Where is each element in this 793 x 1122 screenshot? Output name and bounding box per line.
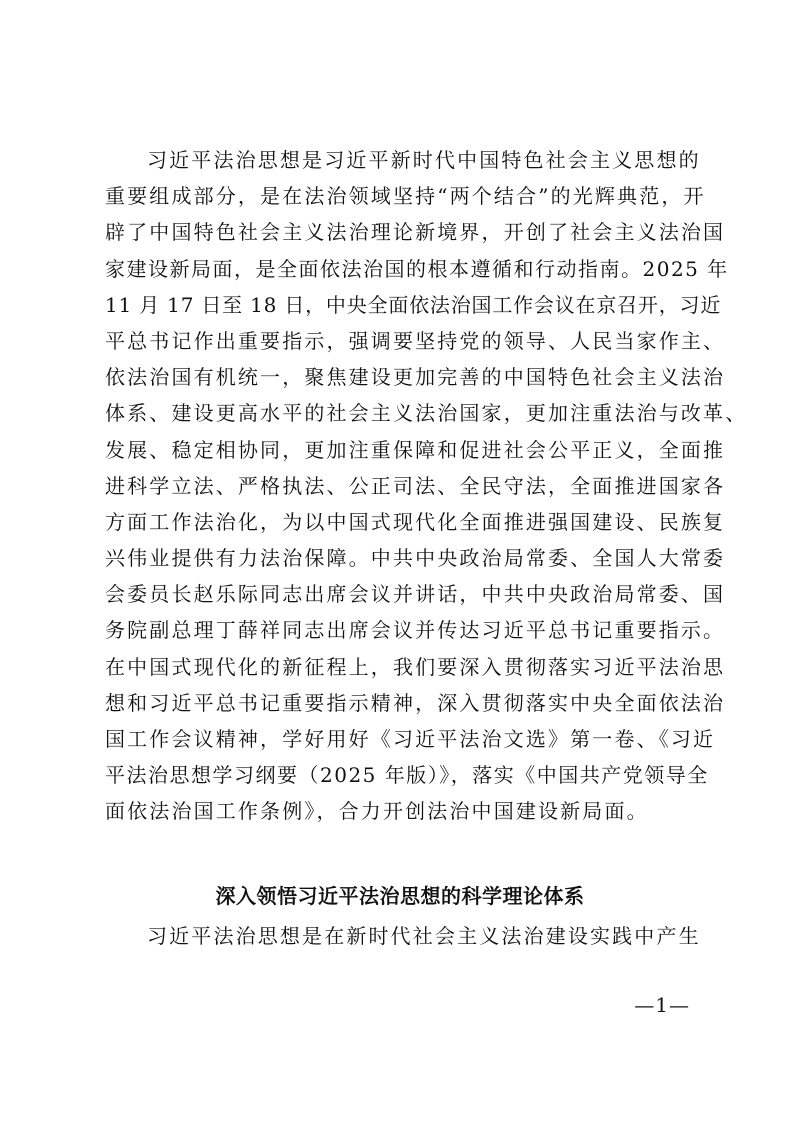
paragraph-line: 发展、稳定相协同，更加注重保障和促进社会公平正义，全面推 — [105, 437, 726, 462]
paragraph-line: 面依法治国工作条例》，合力开创法治中国建设新局面。 — [105, 799, 649, 824]
paragraph-line: 会委员长赵乐际同志出席会议并讲话，中共中央政治局常委、国 — [105, 582, 726, 607]
page-number: —1— — [634, 993, 690, 1017]
paragraph-line: 想和习近平总书记重要指示精神，深入贯彻落实中央全面依法治 — [105, 690, 726, 715]
paragraph-line: 重要组成部分，是在法治领域坚持“两个结合”的光辉典范，开 — [105, 184, 706, 209]
paragraph-line: 家建设新局面，是全面依法治国的根本遵循和行动指南。2025 年 — [105, 256, 729, 281]
paragraph-line: 习近平法治思想是习近平新时代中国特色社会主义思想的 — [147, 148, 701, 172]
paragraph-line: 习近平法治思想是在新时代社会主义法治建设实践中产生 — [147, 924, 701, 948]
paragraph-line: 平法治思想学习纲要（2025 年版）》，落实《中国共产党领导全 — [105, 763, 709, 788]
section-heading: 深入领悟习近平法治思想的科学理论体系 — [215, 884, 585, 908]
paragraph-line: 在中国式现代化的新征程上，我们要深入贯彻落实习近平法治思 — [105, 654, 726, 679]
paragraph-line: 体系、建设更高水平的社会主义法治国家，更加注重法治与改革、 — [105, 401, 748, 426]
body-paragraph-2 — [105, 918, 701, 954]
paragraph-line: 方面工作法治化，为以中国式现代化全面推进强国建设、民族复 — [105, 509, 726, 534]
paragraph-line: 兴伟业提供有力法治保障。中共中央政治局常委、全国人大常委 — [105, 546, 726, 571]
paragraph-line: 依法治国有机统一，聚焦建设更加完善的中国特色社会主义法治 — [105, 365, 726, 390]
body-paragraph-1 — [105, 142, 748, 830]
paragraph-line: 进科学立法、严格执法、公正司法、全民守法，全面推进国家各 — [105, 473, 726, 498]
paragraph-line: 国工作会议精神，学好用好《习近平法治文选》第一卷、《习近 — [105, 727, 716, 751]
paragraph-line: 平总书记作出重要指示，强调要坚持党的领导、人民当家作主、 — [105, 328, 726, 353]
paragraph-line: 辟了中国特色社会主义法治理论新境界，开创了社会主义法治国 — [105, 220, 726, 245]
paragraph-line: 11 月 17 日至 18 日，中央全面依法治国工作会议在京召开，习近 — [105, 292, 722, 317]
paragraph-line: 务院副总理丁薛祥同志出席会议并传达习近平总书记重要指示。 — [105, 618, 726, 643]
